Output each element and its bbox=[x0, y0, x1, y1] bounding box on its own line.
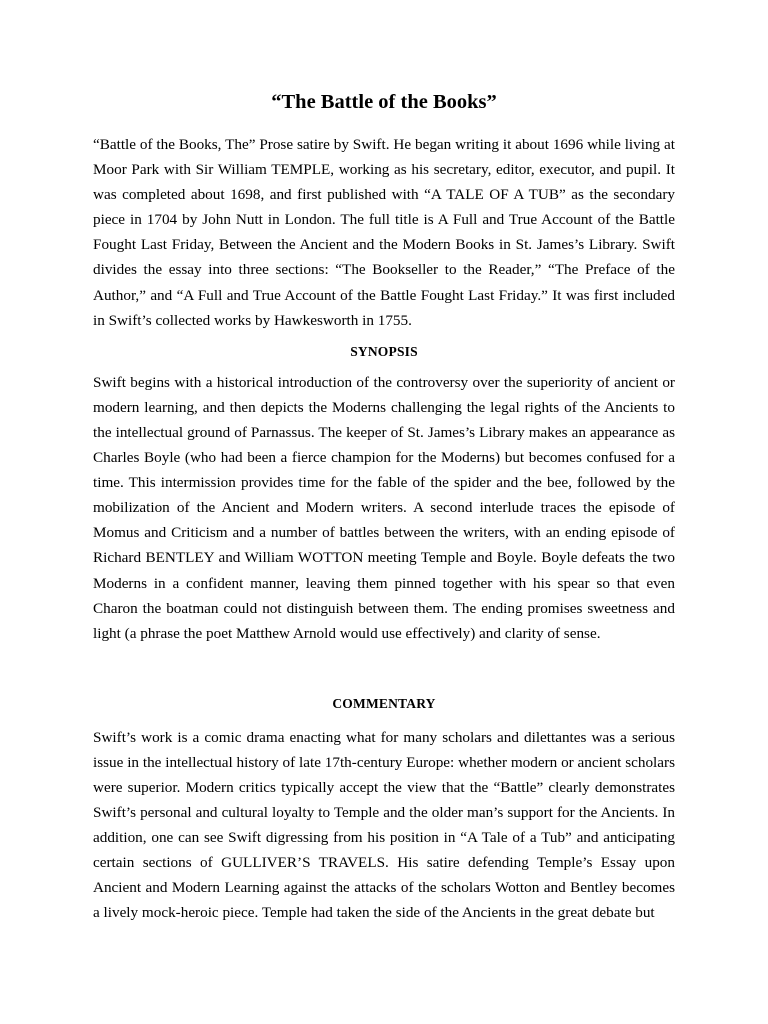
commentary-paragraph: Swift’s work is a comic drama enacting what for many scholars and dilettantes was a serious issue in the intellectual history of late 17th-century Europe: whether modern or ancient scholars were superior. Modern critics typically accept the view that the “Battle” clearly demonstrates Swift’s personal and cultural loyalty to Temple and the older man’s support for the Ancients. In addition, one can see Swift digressing from his position in “A Tale of a Tub” and anticipating certain sections of GULLIVER’S TRAVELS. His satire defending Temple’s Essay upon Ancient and Modern Learning against the attacks of the scholars Wotton and Bentley becomes a lively mock-heroic piece. Temple had taken the side of the Ancients in the great debate but bbox=[93, 728, 675, 922]
commentary-heading: COMMENTARY bbox=[332, 695, 436, 711]
synopsis-heading: SYNOPSIS bbox=[350, 343, 418, 359]
document-title: “The Battle of the Books” bbox=[271, 91, 497, 113]
intro-paragraph: “Battle of the Books, The” Prose satire by Swift. He began writing it about 1696 while living at Moor Park with Sir William TEMPLE, working as his secretary, editor, executor, and pupil. It was completed about 1698, and first published with “A TALE OF A TUB” as the secondary piece in 1704 by John Nutt in London. The full title is A Full and True Account of the Battle Fought Last Friday, Between the Ancient and the Modern Books in St. James’s Library. Swift divides the essay into three sections: “The Bookseller to the Reader,” “The Preface of the Author,” and “A Full and True Account of the Battle Fought Last Friday.” It was first included in Swift’s collected works by Hawkesworth in 1755. bbox=[93, 136, 675, 329]
document-page bbox=[93, 0, 675, 926]
synopsis-paragraph: Swift begins with a historical introduction of the controversy over the superiority of ancient or modern learning, and then depicts the Moderns challenging the legal rights of the Ancients to the intellectual ground of Parnassus. The keeper of St. James’s Library makes an appearance as Charles Boyle (who had been a fierce champion for the Moderns) but becomes confused for a time. This intermission provides time for the fable of the spider and the bee, followed by the mobilization of the Ancient and Modern writers. A second interlude traces the episode of Momus and Criticism and a number of battles between the writers, with an ending episode of Richard BENTLEY and William WOTTON meeting Temple and Boyle. Boyle defeats the two Moderns in a confident manner, leaving them pinned together with his spear so that even Charon the boatman could not distinguish between them. The ending promises sweetness and light (a phrase the poet Matthew Arnold would use effectively) and clarity of sense. bbox=[93, 373, 675, 642]
